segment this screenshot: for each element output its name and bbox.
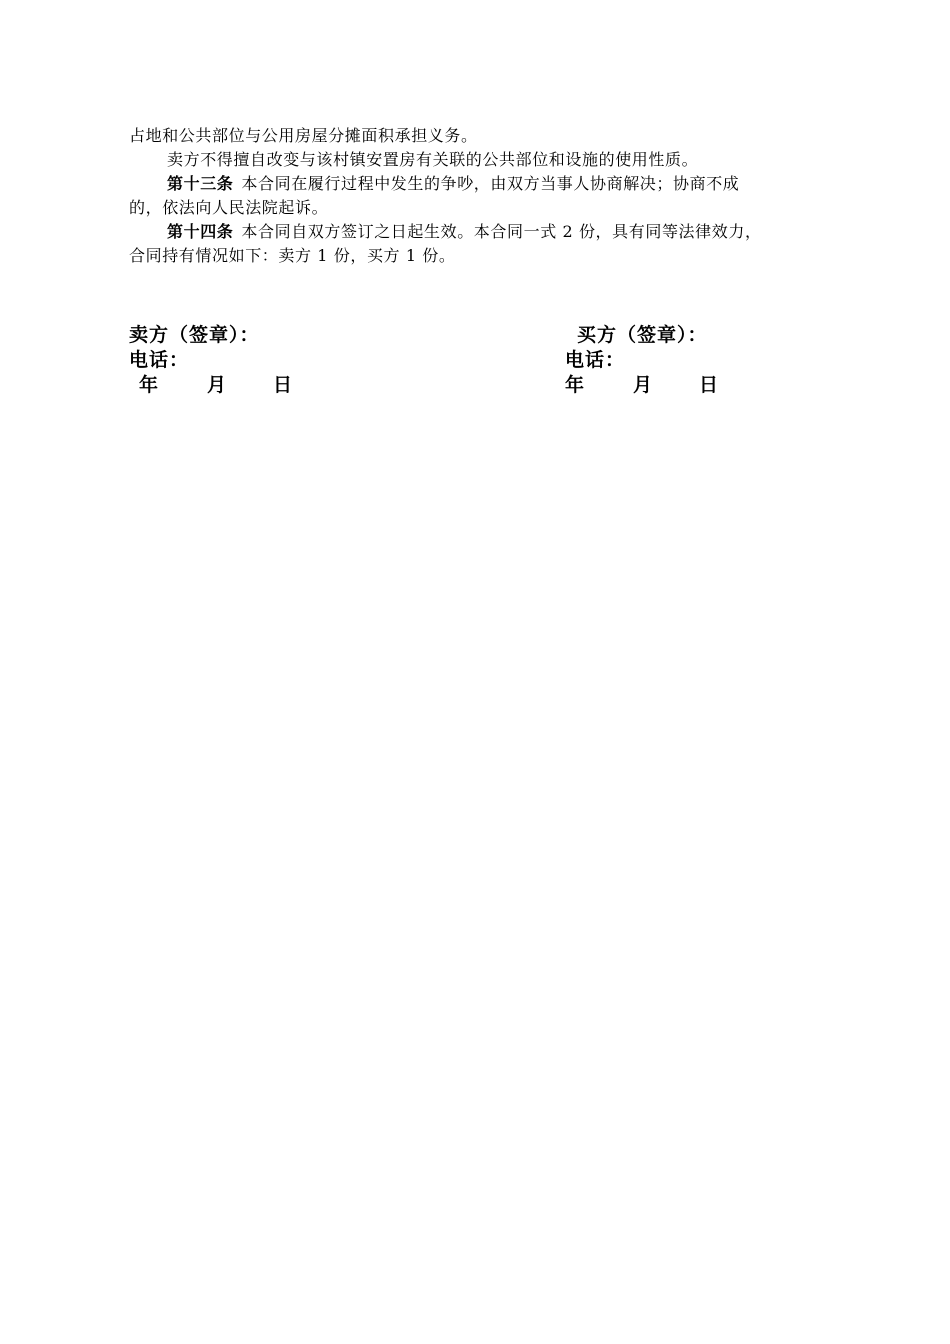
- seller-signature-title: 卖方（签章）：: [129, 324, 260, 346]
- seller-date-month: 月: [207, 374, 228, 396]
- seller-date-day: 日: [273, 374, 294, 396]
- paragraph-public-facilities: 卖方不得擅自改变与该村镇安置房有关联的公共部位和设施的使用性质。: [167, 150, 699, 169]
- buyer-date-year: 年: [565, 374, 586, 396]
- clause-14: [129, 220, 841, 244]
- buyer-signature-block: [565, 323, 719, 398]
- contract-body: [129, 124, 841, 268]
- clause-13-label: 第十三条: [167, 174, 234, 193]
- buyer-signature-title: 买方（签章）：: [577, 324, 708, 346]
- seller-signature-block: [129, 323, 293, 398]
- clause-13-continuation: 的，依法向人民法院起诉。: [129, 198, 329, 217]
- seller-date-row: [129, 373, 293, 398]
- clause-14-continuation: 合同持有情况如下：卖方 1 份，买方 1 份。: [129, 246, 456, 265]
- clause-13-text: 本合同在履行过程中发生的争吵，由双方当事人协商解决；协商不成: [241, 174, 740, 193]
- seller-phone-label: 电话：: [129, 349, 190, 371]
- clause-13: [129, 172, 841, 196]
- buyer-phone-label: 电话：: [565, 349, 626, 371]
- clause-14-text: 本合同自双方签订之日起生效。本合同一式 2 份，具有同等法律效力，: [241, 222, 762, 241]
- seller-date-year: 年: [139, 374, 160, 396]
- buyer-date-row: [565, 373, 719, 398]
- buyer-date-month: 月: [633, 374, 654, 396]
- clause-14-label: 第十四条: [167, 222, 234, 241]
- buyer-date-day: 日: [699, 374, 720, 396]
- paragraph-continuation: 占地和公共部位与公用房屋分摊面积承担义务。: [129, 126, 478, 145]
